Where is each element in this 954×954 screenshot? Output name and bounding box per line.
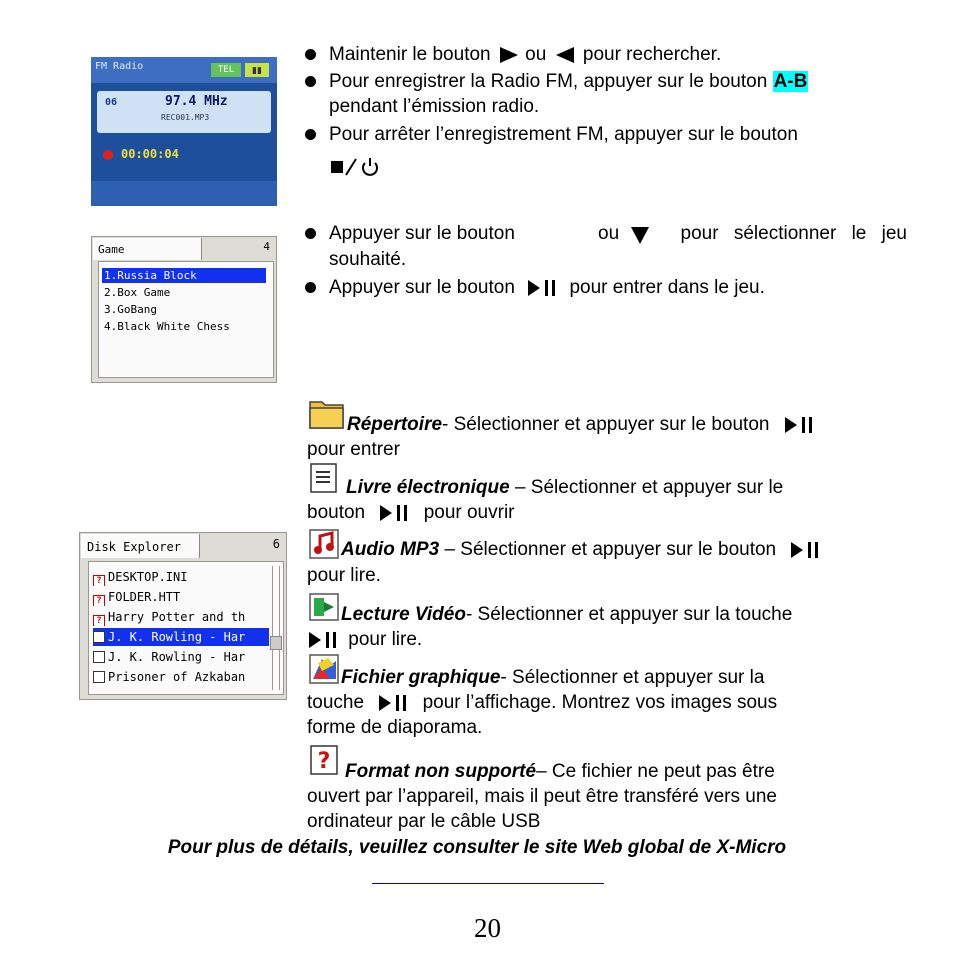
text: ouvert par l’appareil, mais il peut être transféré vers une xyxy=(307,786,777,807)
text: - Sélectionner et appuyer sur le bouton xyxy=(442,414,770,435)
footer-note: Pour plus de détails, veuillez consulter le site Web global de X-Micro xyxy=(167,837,787,858)
fm-badge: TEL xyxy=(211,63,241,77)
bullet-select-game xyxy=(329,222,907,246)
unsupported-file-icon: ? xyxy=(93,615,105,626)
item-title: Format non supporté xyxy=(345,761,537,782)
page-number: 20 xyxy=(474,913,501,943)
play-pause-icon xyxy=(781,539,825,561)
item-title: Fichier graphique xyxy=(341,667,501,688)
text: Appuyer sur le bouton xyxy=(329,223,515,244)
text: pour rechercher. xyxy=(582,44,722,65)
text: pour ouvrir xyxy=(423,502,515,523)
fm-record-time: 00:00:04 xyxy=(121,147,179,161)
game-menu-screenshot xyxy=(91,236,277,383)
disk-explorer-screenshot xyxy=(79,532,287,700)
file-name: J. K. Rowling - Har xyxy=(108,650,246,664)
play-pause-icon xyxy=(520,277,564,299)
item-title: Livre électronique xyxy=(346,477,510,498)
list-item: 3.GoBang xyxy=(104,303,157,316)
scrollbar-thumb xyxy=(270,636,282,650)
text: – Sélectionner et appuyer sur le bouton xyxy=(444,539,777,560)
text: bouton xyxy=(307,502,366,523)
play-right-icon xyxy=(496,45,520,65)
play-pause-icon xyxy=(307,629,343,651)
ab-button-label: A-B xyxy=(773,71,808,92)
text: - Sélectionner et appuyer sur la xyxy=(500,667,765,688)
game-count: 4 xyxy=(263,240,270,253)
list-item: 4.Black White Chess xyxy=(104,320,230,333)
bullet xyxy=(305,49,316,60)
folder-icon xyxy=(308,396,346,430)
document-file-icon xyxy=(93,671,105,683)
ebook-icon xyxy=(308,462,340,494)
bullet xyxy=(305,76,316,87)
list-item: 2.Box Game xyxy=(104,286,171,299)
text: – Sélectionner et appuyer sur le xyxy=(514,477,784,498)
text: pour entrer xyxy=(307,439,400,460)
video-icon xyxy=(308,592,342,622)
text: pour lire. xyxy=(307,565,381,586)
text: pour lire. xyxy=(348,629,423,650)
text: touche xyxy=(307,692,365,713)
fm-record-file: REC001.MP3 xyxy=(161,113,210,122)
text: souhaité. xyxy=(329,249,407,270)
disk-tab xyxy=(81,534,200,558)
game-tab xyxy=(93,238,202,260)
fm-frequency: 97.4 MHz xyxy=(165,94,228,109)
text: Maintenir le bouton xyxy=(329,44,491,65)
fm-radio-screenshot xyxy=(91,57,277,206)
list-item xyxy=(93,628,269,646)
document-file-icon xyxy=(93,651,105,663)
unsupported-file-icon: ? xyxy=(93,575,105,586)
file-name: J. K. Rowling - Har xyxy=(108,630,246,644)
disk-count: 6 xyxy=(272,537,280,551)
text: ou xyxy=(525,44,547,65)
game-tab-label: Game xyxy=(98,243,125,256)
list-item xyxy=(93,648,269,666)
unsupported-line xyxy=(345,760,775,784)
item-title: Répertoire xyxy=(347,414,443,435)
bullet xyxy=(305,282,316,293)
image-line xyxy=(341,666,764,690)
file-name: DESKTOP.INI xyxy=(108,570,188,584)
ebook-line-2 xyxy=(307,501,515,525)
disk-tab-label: Disk Explorer xyxy=(87,540,181,554)
document-file-icon xyxy=(93,631,105,643)
text: pendant l’émission radio. xyxy=(329,96,540,117)
footer-divider xyxy=(372,883,604,884)
bullet-record xyxy=(329,70,929,94)
audio-mp3-icon xyxy=(308,528,342,560)
svg-text:?: ? xyxy=(317,749,331,774)
file-name: Harry Potter and th xyxy=(108,610,246,624)
text: ou xyxy=(598,223,620,244)
text: pour l’affichage. Montrez vos images sous xyxy=(422,692,778,713)
fm-title: FM Radio xyxy=(95,61,144,72)
text: Pour enregistrer la Radio FM, appuyer sur le bouton xyxy=(329,71,768,92)
file-name: Prisoner of Azkaban xyxy=(108,670,246,684)
file-list xyxy=(88,561,284,695)
ebook-line xyxy=(346,476,783,500)
fm-battery-icon: ▮▮ xyxy=(245,63,269,77)
audio-line xyxy=(341,538,825,562)
game-list xyxy=(98,261,274,378)
item-title: Lecture Vidéo xyxy=(341,604,466,625)
play-pause-icon xyxy=(369,692,417,714)
list-item xyxy=(93,588,269,606)
down-arrow-icon xyxy=(629,225,651,245)
text: Pour arrêter l’enregistrement FM, appuyer sur le bouton xyxy=(329,124,798,145)
text: Appuyer sur le bouton xyxy=(329,277,515,298)
list-item: 1.Russia Block xyxy=(102,268,266,283)
text: ordinateur par le câble USB xyxy=(307,811,541,832)
unsupported-format-icon xyxy=(308,744,340,776)
list-item xyxy=(93,568,269,586)
video-line xyxy=(341,603,792,627)
text: forme de diaporama. xyxy=(307,717,483,738)
video-line-2 xyxy=(307,628,422,652)
text: pour entrer dans le jeu. xyxy=(569,277,765,298)
bullet-search xyxy=(329,43,929,67)
record-icon xyxy=(103,150,113,160)
unsupported-file-icon: ? xyxy=(93,595,105,606)
text: – Ce fichier ne peut pas être xyxy=(536,761,775,782)
list-item xyxy=(93,608,269,626)
scrollbar xyxy=(272,566,280,690)
play-pause-icon xyxy=(370,502,418,524)
text: - Sélectionner et appuyer sur la touche xyxy=(465,604,793,625)
play-left-icon xyxy=(552,45,578,65)
directory-line xyxy=(347,413,819,437)
list-item xyxy=(93,668,269,686)
text: pour sélectionner le jeu xyxy=(680,223,907,244)
file-name: FOLDER.HTT xyxy=(108,590,181,604)
bullet xyxy=(305,228,316,239)
image-file-icon xyxy=(308,653,342,685)
bullet-enter-game xyxy=(329,276,765,300)
image-line-2 xyxy=(307,691,777,715)
item-title: Audio MP3 xyxy=(341,539,440,560)
fm-header-bar xyxy=(91,57,277,83)
bullet xyxy=(305,129,316,140)
fm-channel: 06 xyxy=(105,97,118,108)
fm-bottom-bar xyxy=(91,181,277,206)
play-pause-icon xyxy=(775,414,819,436)
stop-power-icon xyxy=(330,156,386,178)
